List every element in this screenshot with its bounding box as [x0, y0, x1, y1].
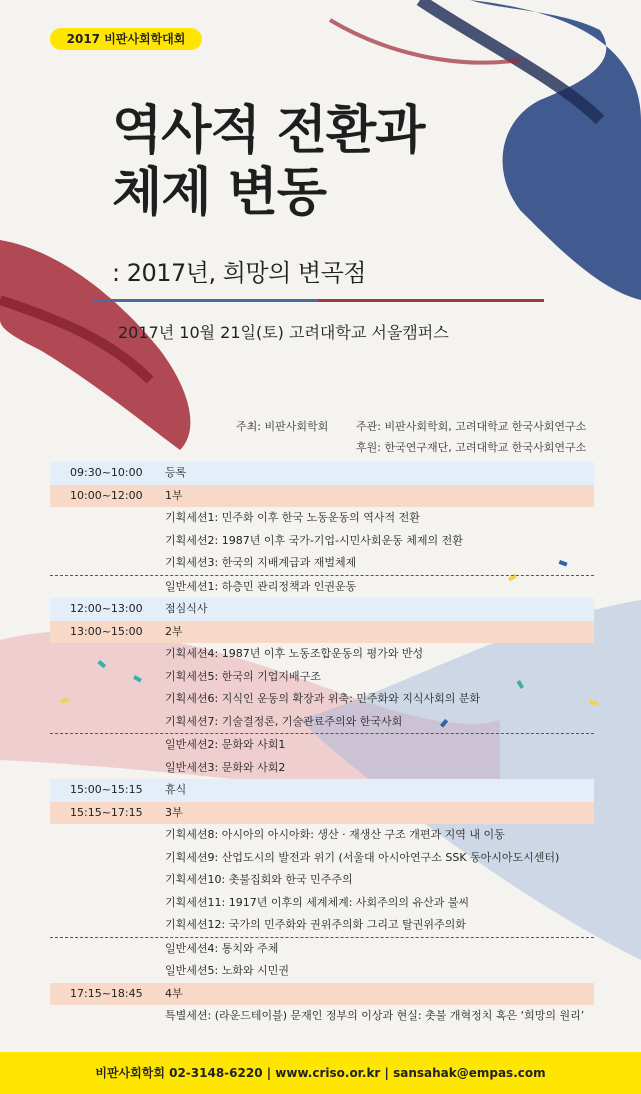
schedule-session-row: [50, 847, 594, 870]
session-title: 기획세션8: 아시아의 아시아화: 생산 · 재생산 구조 개편과 지역 내 이동: [165, 828, 505, 841]
session-title: 일반세션4: 통치와 주체: [165, 941, 279, 955]
schedule-session-row: [50, 688, 594, 711]
event-badge: 2017 비판사회학대회: [50, 28, 202, 50]
schedule-slot-row: [50, 485, 594, 508]
session-title: 기획세션4: 1987년 이후 노동조합운동의 평가와 반성: [165, 647, 424, 660]
schedule-session-row: [50, 666, 594, 689]
red-rule: [318, 299, 544, 302]
session-title: 일반세션3: 문화와 사회2: [165, 760, 286, 774]
slot-time: 15:00~15:15: [70, 783, 143, 796]
slot-time: 09:30~10:00: [70, 466, 143, 479]
session-title: 기획세션7: 기술결정론, 기술관료주의와 한국사회: [165, 714, 403, 728]
schedule-session-row: [50, 914, 594, 937]
session-title: 기획세션2: 1987년 이후 국가-기업-시민사회운동 체제의 전환: [165, 533, 463, 547]
schedule-slot-row: [50, 598, 594, 621]
session-title: 기획세션10: 촛불집회와 한국 민주주의: [165, 873, 353, 886]
session-title: 기획세션1: 민주화 이후 한국 노동운동의 역사적 전환: [165, 511, 420, 524]
subtitle: : 2017년, 희망의 변곡점: [112, 259, 366, 287]
schedule-session-row: [50, 575, 594, 599]
session-title: 기획세션11: 1917년 이후의 세계체계: 사회주의의 유산과 불씨: [165, 895, 470, 909]
schedule-session-row: [50, 824, 594, 847]
slot-label: 3부: [165, 805, 183, 819]
schedule-session-row: [50, 1005, 594, 1028]
slot-label: 점심식사: [165, 602, 208, 615]
session-title: 일반세션2: 문화와 사회1: [165, 738, 286, 751]
session-title: 기획세션6: 지식인 운동의 확장과 위축: 민주화와 지식사회의 분화: [165, 692, 481, 705]
session-title: 기획세션12: 국가의 민주화와 권위주의화 그리고 탈권위주의화: [165, 918, 466, 931]
page-title: [112, 100, 425, 224]
schedule-session-row: [50, 643, 594, 666]
schedule-session-row: [50, 552, 594, 575]
slot-label: 4부: [165, 986, 183, 1000]
session-title: 일반세션1: 하층민 관리정책과 인권운동: [165, 579, 357, 593]
schedule-slot-row: [50, 462, 594, 485]
schedule-slot-row: [50, 983, 594, 1006]
title-line-2: 체제 변동: [112, 163, 327, 223]
schedule-session-row: [50, 892, 594, 915]
slot-label: 2부: [165, 624, 183, 638]
schedule-slot-row: [50, 802, 594, 825]
schedule-session-row: [50, 869, 594, 892]
schedule-session-row: [50, 937, 594, 961]
session-title: 기획세션5: 한국의 기업지배구조: [165, 669, 321, 683]
schedule-slot-row: [50, 621, 594, 644]
schedule-session-row: [50, 757, 594, 780]
session-title: 특별세션: (라운드테이블) 문재인 정부의 이상과 현실: 촛불 개혁정치 혹은 ‘희망의 원리’: [165, 1009, 585, 1022]
footer-contact: 비판사회학회 02-3148-6220 | www.criso.or.kr | sansahak@empas.com: [0, 1052, 641, 1094]
slot-time: 15:15~17:15: [70, 805, 143, 819]
session-title: 일반세션5: 노화와 시민권: [165, 964, 289, 977]
slot-label: 등록: [165, 466, 187, 479]
title-line-1: 역사적 전환과: [112, 101, 425, 161]
host-info: 주최: 비판사회학회: [236, 420, 329, 433]
slot-time: 12:00~13:00: [70, 602, 143, 615]
schedule-table: [50, 462, 594, 1028]
sponsor-info: 후원: 한국연구재단, 고려대학교 한국사회연구소: [356, 441, 587, 454]
slot-label: 휴식: [165, 783, 187, 796]
blue-rule: [92, 299, 318, 302]
schedule-session-row: [50, 507, 594, 530]
schedule-session-row: [50, 711, 594, 734]
session-title: 기획세션9: 산업도시의 발전과 위기 (서울대 아시아연구소 SSK 동아시아도시센터): [165, 850, 560, 864]
slot-time: 10:00~12:00: [70, 488, 143, 502]
organizer-info: 주관: 비판사회학회, 고려대학교 한국사회연구소: [356, 420, 587, 433]
slot-time: 17:15~18:45: [70, 986, 143, 1000]
schedule-session-row: [50, 530, 594, 553]
schedule-session-row: [50, 960, 594, 983]
schedule-session-row: [50, 733, 594, 757]
session-title: 기획세션3: 한국의 지배계급과 재벌체제: [165, 556, 357, 569]
schedule-slot-row: [50, 779, 594, 802]
event-dateline: 2017년 10월 21일(토) 고려대학교 서울캠퍼스: [118, 323, 449, 342]
slot-time: 13:00~15:00: [70, 624, 143, 638]
slot-label: 1부: [165, 488, 183, 502]
